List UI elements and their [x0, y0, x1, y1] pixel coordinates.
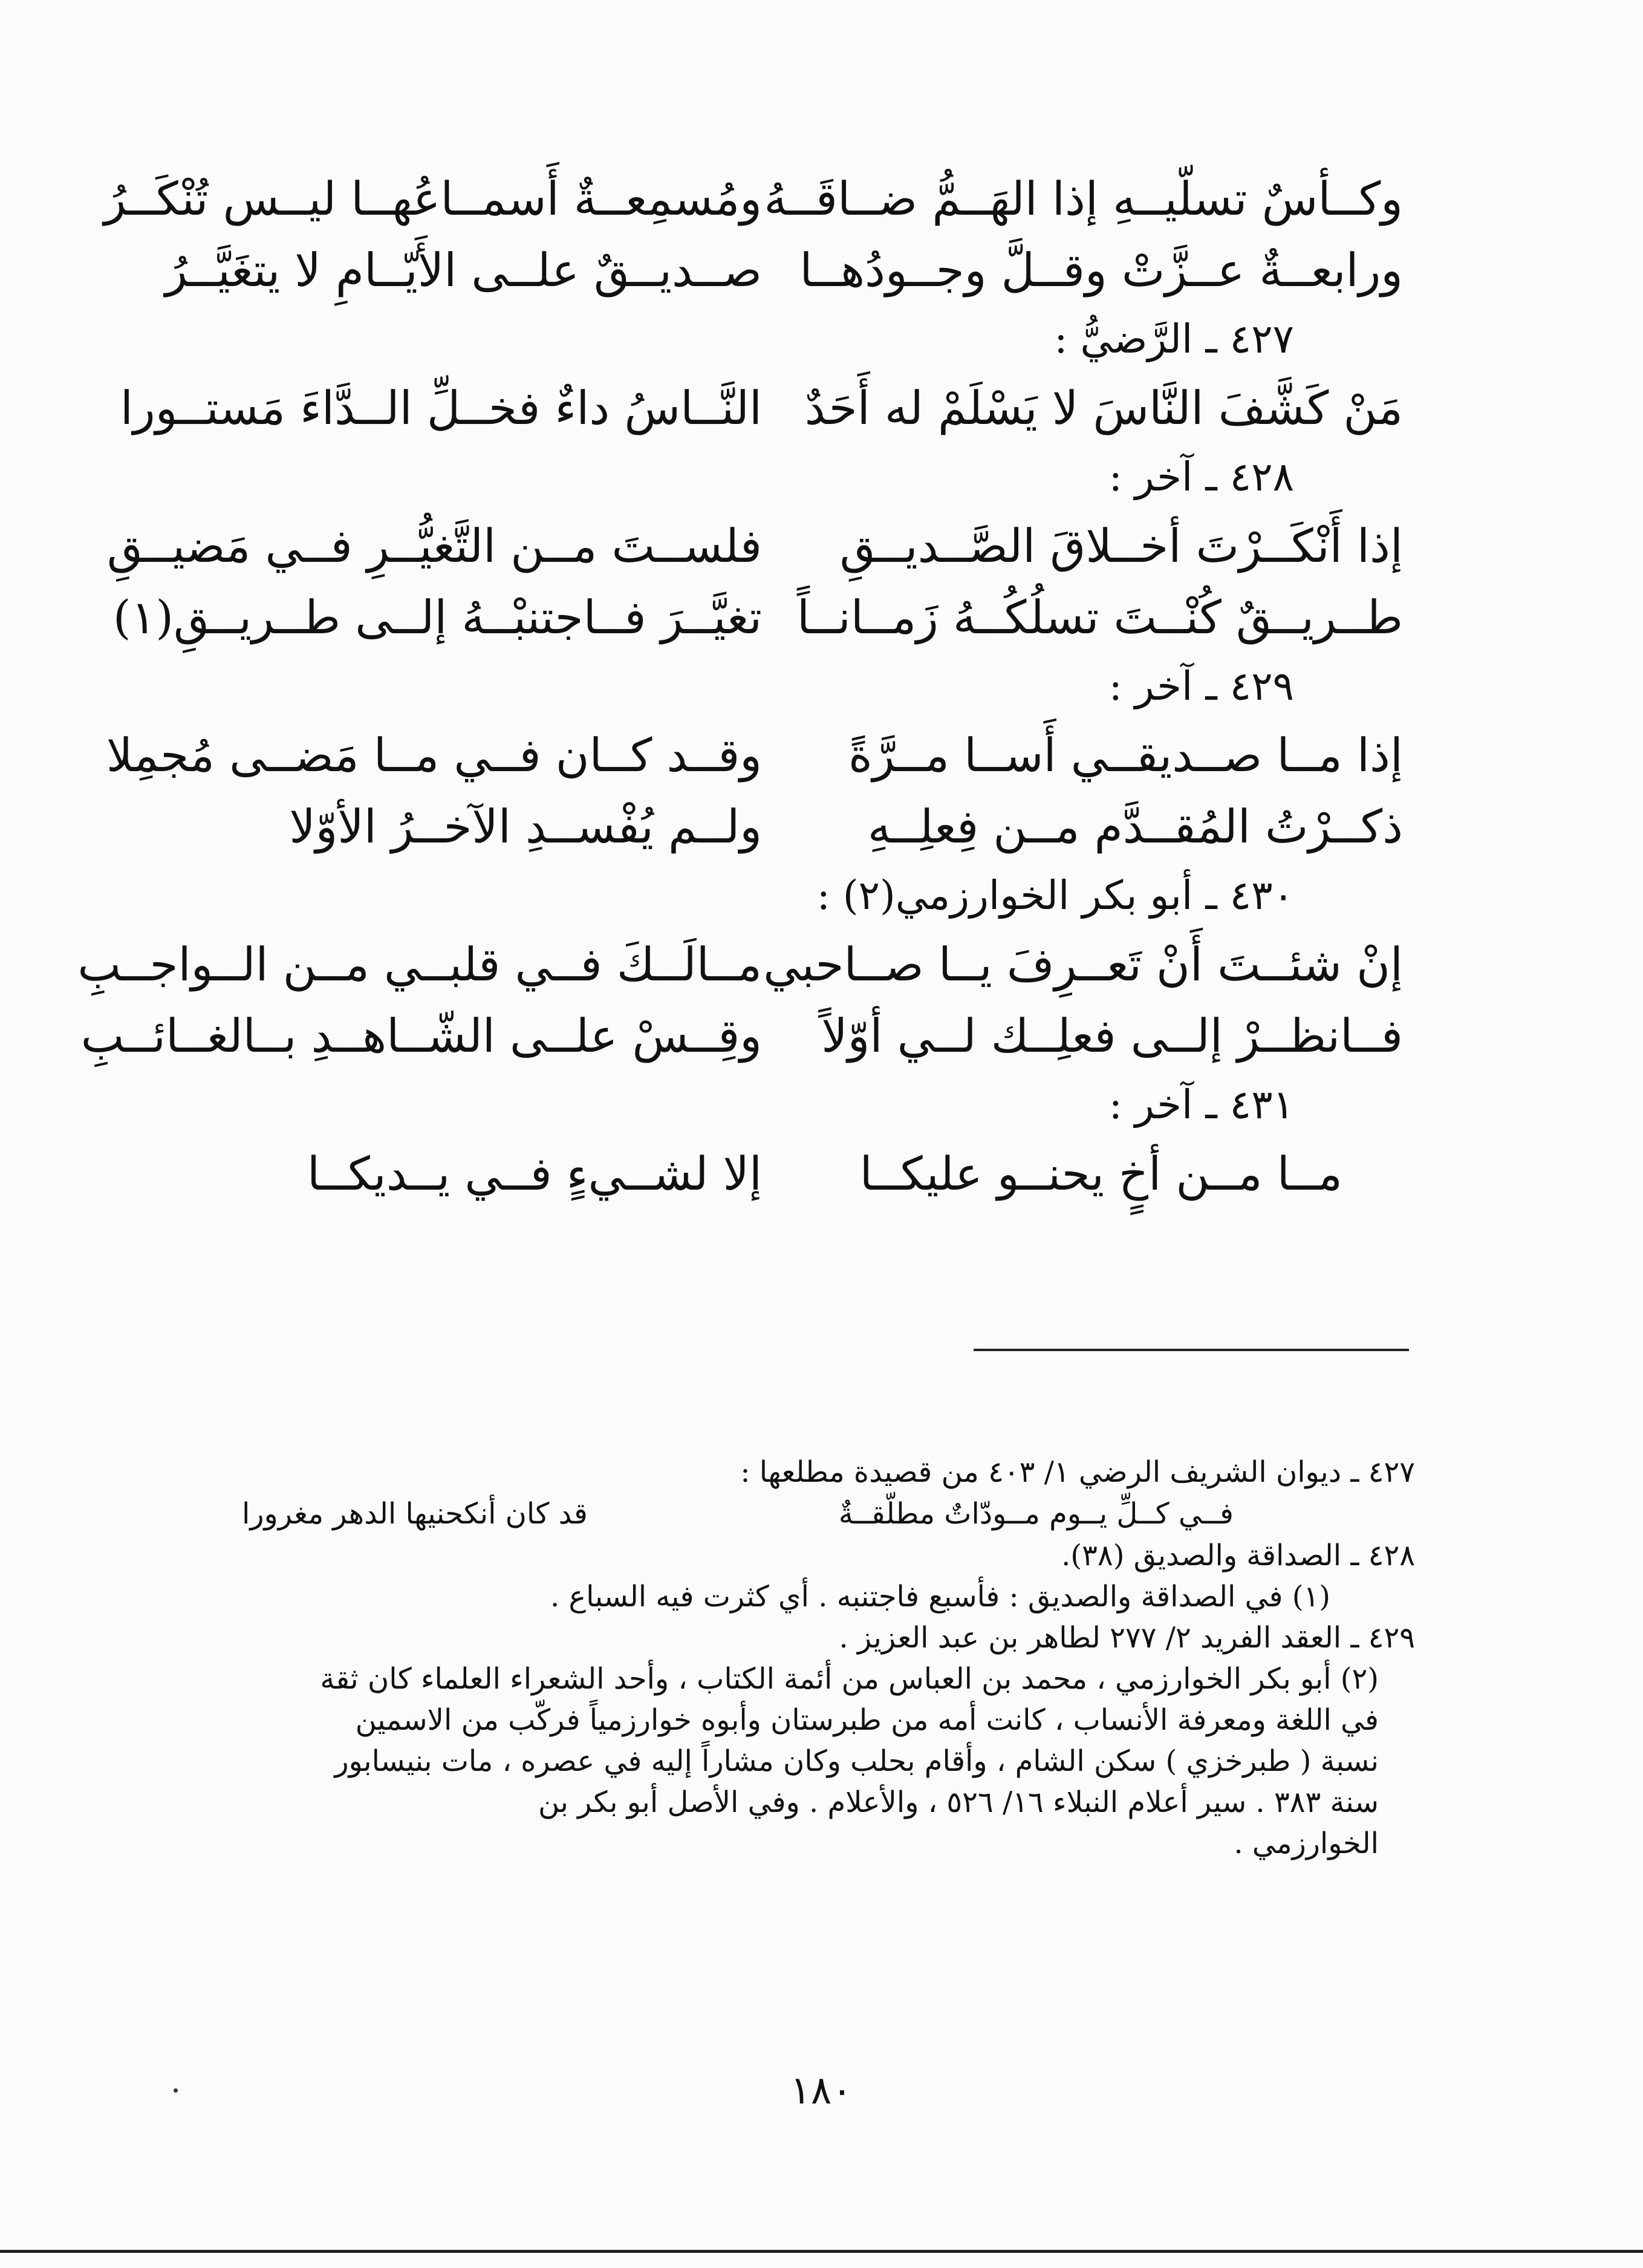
poem-430 [77, 862, 1403, 1072]
verse-first-hemistich: وكــأسٌ تسلّيــهِ إذا الهَــمُّ ضــاقَــهُ [764, 172, 1403, 226]
verse-first-hemistich: ورابعــةٌ عــزَّتْ وقــلَّ وجــودُهــا [799, 243, 1403, 297]
verse [77, 929, 1403, 1000]
footnotes-section [151, 1452, 1415, 1864]
footnote-1: (١) في الصداقة والصديق : فأسبع فاجتنبه . أي كثرت فيه السباع . [550, 1580, 1330, 1614]
poem-431 [145, 1072, 1403, 1210]
verse [103, 163, 1403, 235]
verse [106, 720, 1403, 791]
poem-header: ٤٢٩ ـ آخر : [1108, 663, 1294, 709]
verse [106, 510, 1403, 582]
poem-header: ٤٢٧ ـ الرَّضيُّ : [1054, 316, 1294, 362]
verse [145, 791, 1403, 862]
verse-second-hemistich: فلســتَ مــن التَّغيُّــرِ فــي مَضيــقِ [106, 519, 762, 573]
footnote-2-line: الخوارزمي . [1234, 1826, 1379, 1860]
poem-428 [106, 444, 1403, 653]
verse-first-hemistich: إذا أَنْكَــرْتَ أخــلاقَ الصَّــديــقِ [839, 519, 1403, 573]
verse-second-hemistich: مــالَــكَ فــي قلبــي مــن الــواجــبِ [77, 937, 762, 991]
poem-429 [106, 653, 1403, 862]
verse [80, 1000, 1403, 1072]
verse [145, 235, 1403, 306]
poem-continuation [103, 163, 1403, 306]
footnote-divider [974, 1349, 1409, 1351]
footnote-2-line: سنة ٣٨٣ . سير أعلام النبلاء ١٦/ ٥٢٦ ، والأعلام . وفي الأصل أبو بكر بن [538, 1785, 1379, 1819]
verse-second-hemistich: وقِــسْ علــى الشّــاهــدِ بــالغــائــبِ [80, 1009, 762, 1063]
verse-second-hemistich: وقــد كــان فــي مــا مَضــى مُجمِلا [106, 728, 762, 782]
verse-second-hemistich: صــديــقٌ علــى الأَيّــامِ لا يتغَيَّــرُ [165, 243, 762, 297]
verse [120, 373, 1403, 444]
verse-first-hemistich: إنْ شئــتَ أَنْ تَعــرِفَ يــا صــاحبي [763, 937, 1403, 991]
verse-first-hemistich: طــريــقٌ كُنْــتَ تسلُكُــهُ زَمــانــاً [796, 590, 1403, 644]
verse-second-hemistich: ومُسمِعــةٌ أَسمــاعُهــا ليــس تُنْكَــرُ [103, 172, 762, 226]
verse-second-hemistich: إلا لشــيءٍ فــي يــديكــا [307, 1147, 762, 1201]
poems-section [77, 163, 1403, 1210]
verse [112, 582, 1403, 653]
footnote-2-line: في اللغة ومعرفة الأنساب ، كانت أمه من طبرستان وأبوه خوارزمياً فركّب من الاسمين [355, 1703, 1379, 1737]
footnote-429: ٤٢٩ ـ العقد الفريد ٢/ ٢٧٧ لطاهر بن عبد العزيز . [839, 1621, 1415, 1655]
verse-first-hemistich: مَنْ كَشَّفَ النَّاسَ لا يَسْلَمْ له أَحَدٌ [804, 381, 1403, 435]
scan-speck [174, 2088, 178, 2093]
verse-first-hemistich: إذا مــا صــديقــي أَســا مــرَّةً [848, 728, 1403, 782]
footnote-quoted-verse [151, 1493, 1415, 1535]
footnote-2-line: نسبة ( طبرخزي ) سكن الشام ، وأقام بحلب وكان مشاراً إليه في عصره ، مات بنيسابور [334, 1744, 1379, 1778]
verse-second-hemistich: النَّــاسُ داءٌ فخــلِّ الــدَّاءَ مَستــورا [120, 381, 762, 435]
footnote-428: ٤٢٨ ـ الصداقة والصديق (٣٨). [1061, 1539, 1415, 1572]
quoted-second-hemistich: قد كان أنكحنيها الدهر مغرورا [242, 1497, 588, 1531]
poem-header: ٤٣٠ ـ أبو بكر الخوارزمي(٢) : [816, 872, 1294, 919]
scan-bottom-edge [0, 2250, 1643, 2253]
verse-first-hemistich: فــانظــرْ إلــى فعلِــك لــي أوّلاً [821, 1009, 1403, 1063]
verse-second-hemistich: تغيَّــرَ فــاجتنبْــهُ إلــى طــريــقِ(١) [112, 590, 762, 644]
verse-first-hemistich: ذكــرْتُ المُقــدَّم مــن فِعلِــهِ [867, 800, 1403, 853]
verse [145, 1138, 1403, 1210]
verse-second-hemistich: ولــم يُفْســدِ الآخــرُ الأوّلا [289, 800, 762, 853]
footnote-2-line: (٢) أبو بكر الخوارزمي ، محمد بن العباس من أئمة الكتاب ، وأحد الشعراء العلماء كان ثقة [320, 1662, 1379, 1696]
poem-header: ٤٢٨ ـ آخر : [1108, 454, 1294, 500]
page-number: ١٨٠ [790, 2068, 853, 2113]
quoted-first-hemistich: فــي كــلِّ يــوم مــودّاتٌ مطلّقــةٌ [838, 1497, 1234, 1531]
verse-first-hemistich: مــا مــن أخٍ يحنــو عليكــا [859, 1147, 1342, 1201]
footnote-427: ٤٢٧ ـ ديوان الشريف الرضي ١/ ٤٠٣ من قصيدة مطلعها : [740, 1455, 1415, 1489]
poem-427 [120, 306, 1403, 444]
poem-header: ٤٣١ ـ آخر : [1108, 1081, 1294, 1128]
